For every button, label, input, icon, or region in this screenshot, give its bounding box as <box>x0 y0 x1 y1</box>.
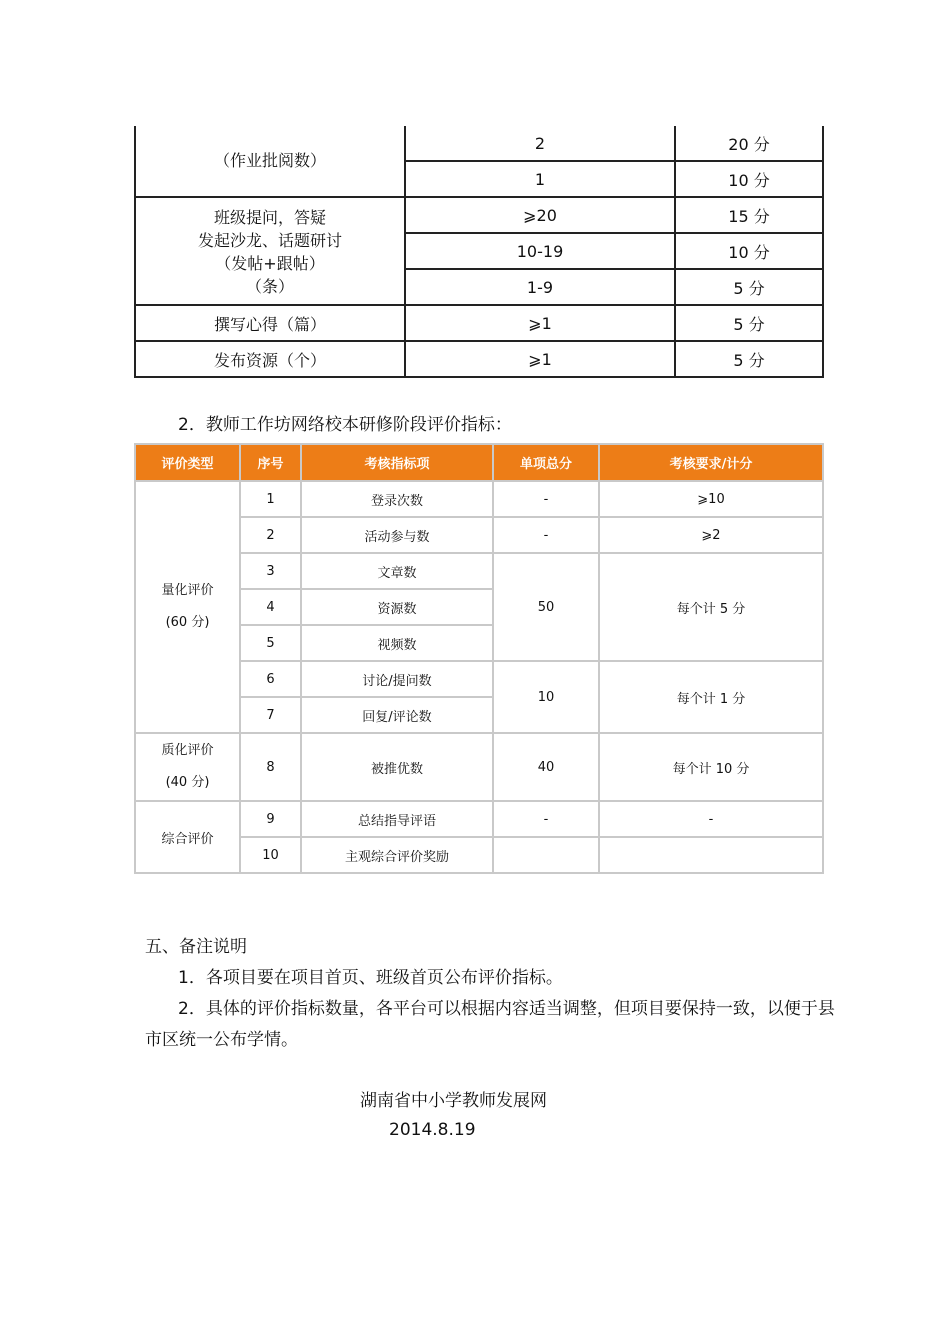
total-cell: - <box>493 481 599 517</box>
item-cell: 总结指导评语 <box>301 801 493 837</box>
table-row <box>135 733 823 801</box>
value-cell: 1-9 <box>405 269 675 305</box>
table-row <box>135 481 823 517</box>
total-cell: 40 <box>493 733 599 801</box>
score-cell: 10 分 <box>675 161 823 197</box>
item-cell: 被推优数 <box>301 733 493 801</box>
req-cell: 每个计 5 分 <box>599 553 823 661</box>
notes-section <box>145 932 835 1056</box>
item-cell: 主观综合评价奖励 <box>301 837 493 873</box>
item-cell: 登录次数 <box>301 481 493 517</box>
req-cell: ⩾10 <box>599 481 823 517</box>
no-cell: 1 <box>240 481 301 517</box>
no-cell: 6 <box>240 661 301 697</box>
no-cell: 10 <box>240 837 301 873</box>
req-cell <box>599 837 823 873</box>
category-label: 量化评价 <box>161 583 214 598</box>
req-cell: - <box>599 801 823 837</box>
organization-signature: 湖南省中小学教师发展网 <box>360 1091 547 1111</box>
note-item: 2．具体的评价指标数量，各平台可以根据内容适当调整，但项目要保持一致，以便于县市区统一公布学情。 <box>145 999 835 1050</box>
notes-heading: 五、备注说明 <box>145 937 247 957</box>
score-cell: 10 分 <box>675 233 823 269</box>
total-cell: - <box>493 801 599 837</box>
total-cell: - <box>493 517 599 553</box>
total-cell: 10 <box>493 661 599 733</box>
score-cell: 5 分 <box>675 269 823 305</box>
no-cell: 2 <box>240 517 301 553</box>
value-cell: ⩾1 <box>405 341 675 377</box>
item-line: 发起沙龙、话题研讨 <box>197 231 342 250</box>
no-cell: 8 <box>240 733 301 801</box>
category-cell: 综合评价 <box>135 801 240 873</box>
value-cell: 10-19 <box>405 233 675 269</box>
req-cell: 每个计 10 分 <box>599 733 823 801</box>
value-cell: 2 <box>405 126 675 161</box>
score-cell: 5 分 <box>675 305 823 341</box>
header-cell: 考核要求/计分 <box>599 444 823 481</box>
item-cell: 资源数 <box>301 589 493 625</box>
document-date: 2014.8.19 <box>389 1120 476 1140</box>
item-cell: 回复/评论数 <box>301 697 493 733</box>
no-cell: 4 <box>240 589 301 625</box>
item-cell: 撰写心得（篇） <box>135 305 405 341</box>
section-title: 2．教师工作坊网络校本研修阶段评价指标： <box>178 415 512 435</box>
item-cell: 文章数 <box>301 553 493 589</box>
no-cell: 9 <box>240 801 301 837</box>
evaluation-index-table <box>134 443 824 874</box>
total-cell: 50 <box>493 553 599 661</box>
table-header-row <box>135 444 823 481</box>
header-cell: 单项总分 <box>493 444 599 481</box>
category-cell <box>135 733 240 801</box>
header-cell: 评价类型 <box>135 444 240 481</box>
total-cell <box>493 837 599 873</box>
category-cell <box>135 481 240 733</box>
item-cell: 活动参与数 <box>301 517 493 553</box>
item-cell: （作业批阅数） <box>135 126 405 197</box>
category-points: (40 分) <box>165 775 210 790</box>
category-label: 质化评价 <box>161 743 214 758</box>
value-cell: ⩾1 <box>405 305 675 341</box>
table-row <box>135 801 823 837</box>
score-cell: 15 分 <box>675 197 823 233</box>
header-cell: 序号 <box>240 444 301 481</box>
item-line: 班级提问，答疑 <box>213 208 326 227</box>
category-points: (60 分) <box>165 615 210 630</box>
no-cell: 5 <box>240 625 301 661</box>
value-cell: ⩾20 <box>405 197 675 233</box>
item-cell: 视频数 <box>301 625 493 661</box>
no-cell: 7 <box>240 697 301 733</box>
no-cell: 3 <box>240 553 301 589</box>
req-cell: ⩾2 <box>599 517 823 553</box>
item-cell <box>135 197 405 305</box>
score-table-continued <box>134 126 824 378</box>
item-line: （条） <box>245 277 294 296</box>
item-cell: 讨论/提问数 <box>301 661 493 697</box>
header-cell: 考核指标项 <box>301 444 493 481</box>
item-cell: 发布资源（个） <box>135 341 405 377</box>
score-cell: 20 分 <box>675 126 823 161</box>
note-item: 1．各项目要在项目首页、班级首页公布评价指标。 <box>178 968 563 988</box>
item-line: （发帖+跟帖） <box>215 254 325 273</box>
req-cell: 每个计 1 分 <box>599 661 823 733</box>
value-cell: 1 <box>405 161 675 197</box>
score-cell: 5 分 <box>675 341 823 377</box>
